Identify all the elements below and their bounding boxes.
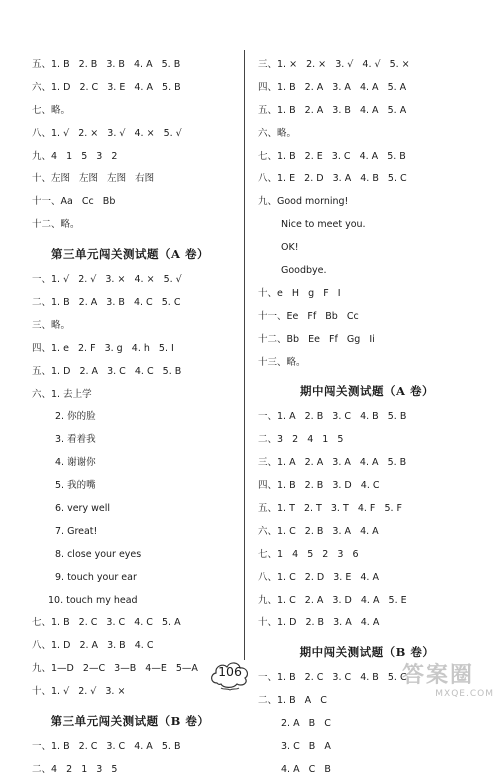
answer-subline: 2. A B C bbox=[281, 718, 331, 730]
answer-list-left-3 bbox=[32, 736, 228, 782]
answer-line: 十、左图 左图 左图 右图 bbox=[32, 173, 155, 185]
answer-line: 二、1. B A C bbox=[258, 695, 327, 707]
section-title-midterm-a: 期中闯关测试题（A 卷） bbox=[300, 384, 434, 399]
answer-subline: 3. C B A bbox=[281, 741, 331, 753]
section-title-midterm-b: 期中闯关测试题（B 卷） bbox=[299, 645, 435, 660]
answer-line: 二、1. B 2. A 3. B 4. C 5. C bbox=[32, 297, 181, 309]
answer-subline: 5. 我的嘴 bbox=[55, 480, 96, 492]
answer-line: 一、1. B 2. C 3. C 4. B 5. C bbox=[258, 672, 407, 684]
answer-line: 二、3 2 4 1 5 bbox=[258, 434, 344, 446]
answer-subline: 3. 看着我 bbox=[55, 434, 96, 446]
answer-line: 八、1. √ 2. × 3. √ 4. × 5. √ bbox=[32, 127, 182, 139]
answer-line: 五、1. D 2. A 3. C 4. C 5. B bbox=[32, 365, 182, 377]
answer-subline: OK! bbox=[281, 242, 299, 254]
answer-line: 十、e H g F I bbox=[258, 287, 341, 299]
answer-subline: 4. 谢谢你 bbox=[55, 457, 96, 469]
watermark-url: MXQE.COM bbox=[435, 689, 494, 699]
page-number: 106 bbox=[218, 664, 242, 679]
answer-line: 十一、Aa Cc Bb bbox=[32, 196, 116, 208]
answer-line: 十二、Bb Ee Ff Gg Ii bbox=[258, 333, 375, 345]
answer-line: 七、1. B 2. C 3. C 4. C 5. A bbox=[32, 617, 181, 629]
answer-subline: 6. very well bbox=[55, 503, 110, 515]
answer-line: 九、1. C 2. A 3. D 4. A 5. E bbox=[258, 594, 407, 606]
answer-list-right-2 bbox=[258, 406, 476, 635]
answer-line: 五、1. T 2. T 3. T 4. F 5. F bbox=[258, 503, 402, 515]
watermark-title: 答案圈 bbox=[402, 663, 475, 688]
answer-list-right-1 bbox=[258, 54, 476, 374]
watermark-logo bbox=[402, 664, 494, 706]
answer-line: 一、1. B 2. C 3. C 4. A 5. B bbox=[32, 741, 181, 753]
answer-line: 一、1. √ 2. √ 3. × 4. × 5. √ bbox=[32, 274, 182, 286]
answer-line: 七、1 4 5 2 3 6 bbox=[258, 548, 359, 560]
answer-line: 七、1. B 2. E 3. C 4. A 5. B bbox=[258, 150, 406, 162]
answer-subline: 2. 你的脸 bbox=[55, 411, 96, 423]
answer-line: 六、1. 去上学 bbox=[32, 388, 92, 400]
answer-line: 八、1. D 2. A 3. B 4. C bbox=[32, 640, 154, 652]
answer-line: 六、1. D 2. C 3. E 4. A 5. B bbox=[32, 81, 181, 93]
answer-line: 十、1. √ 2. √ 3. × bbox=[32, 686, 126, 698]
answer-subline: Nice to meet you. bbox=[281, 219, 366, 231]
answer-subline: Goodbye. bbox=[281, 265, 327, 277]
left-column bbox=[32, 54, 228, 782]
answer-list-left-2 bbox=[32, 269, 228, 704]
answer-line: 四、1. e 2. F 3. g 4. h 5. I bbox=[32, 342, 174, 354]
section-title-unit3-a: 第三单元闯关测试题（A 卷） bbox=[51, 247, 209, 262]
answer-line: 八、1. C 2. D 3. E 4. A bbox=[258, 571, 379, 583]
answer-line: 十一、Ee Ff Bb Cc bbox=[258, 310, 359, 322]
answer-line: 六、略。 bbox=[258, 127, 297, 139]
answer-line: 十二、略。 bbox=[32, 219, 80, 231]
answer-line: 八、1. E 2. D 3. A 4. B 5. C bbox=[258, 173, 407, 185]
answer-line: 九、Good morning! bbox=[258, 196, 349, 208]
answer-line: 三、1. A 2. A 3. A 4. A 5. B bbox=[258, 457, 407, 469]
answer-subline: 4. A C B bbox=[281, 763, 331, 775]
answer-line: 九、4 1 5 3 2 bbox=[32, 150, 118, 162]
answer-line: 一、1. A 2. B 3. C 4. B 5. B bbox=[258, 411, 407, 423]
answer-line: 五、1. B 2. B 3. B 4. A 5. B bbox=[32, 59, 181, 70]
answer-line: 五、1. B 2. A 3. B 4. A 5. A bbox=[258, 104, 407, 116]
answer-line: 四、1. B 2. A 3. A 4. A 5. A bbox=[258, 81, 407, 93]
answer-list-left-1 bbox=[32, 54, 228, 237]
answer-line: 二、4 2 1 3 5 bbox=[32, 763, 118, 775]
answer-line: 十、1. D 2. B 3. A 4. A bbox=[258, 617, 380, 629]
answer-subline: 9. touch your ear bbox=[55, 571, 137, 583]
column-divider bbox=[244, 50, 245, 660]
answer-subline: 10. touch my head bbox=[48, 594, 138, 606]
answer-line: 六、1. C 2. B 3. A 4. A bbox=[258, 525, 379, 537]
answer-line: 十三、略。 bbox=[258, 356, 306, 368]
answer-subline: 7. Great! bbox=[55, 525, 98, 537]
answer-line: 九、1—D 2—C 3—B 4—E 5—A bbox=[32, 663, 198, 675]
answer-line: 三、略。 bbox=[32, 319, 71, 331]
answer-subline: 8. close your eyes bbox=[55, 548, 142, 560]
answer-line: 七、略。 bbox=[32, 104, 71, 116]
answer-line: 三、1. × 2. × 3. √ 4. √ 5. × bbox=[258, 59, 410, 70]
page-number-badge bbox=[207, 657, 253, 691]
section-title-unit3-b: 第三单元闯关测试题（B 卷） bbox=[50, 714, 210, 729]
answer-line: 四、1. B 2. B 3. D 4. C bbox=[258, 480, 380, 492]
